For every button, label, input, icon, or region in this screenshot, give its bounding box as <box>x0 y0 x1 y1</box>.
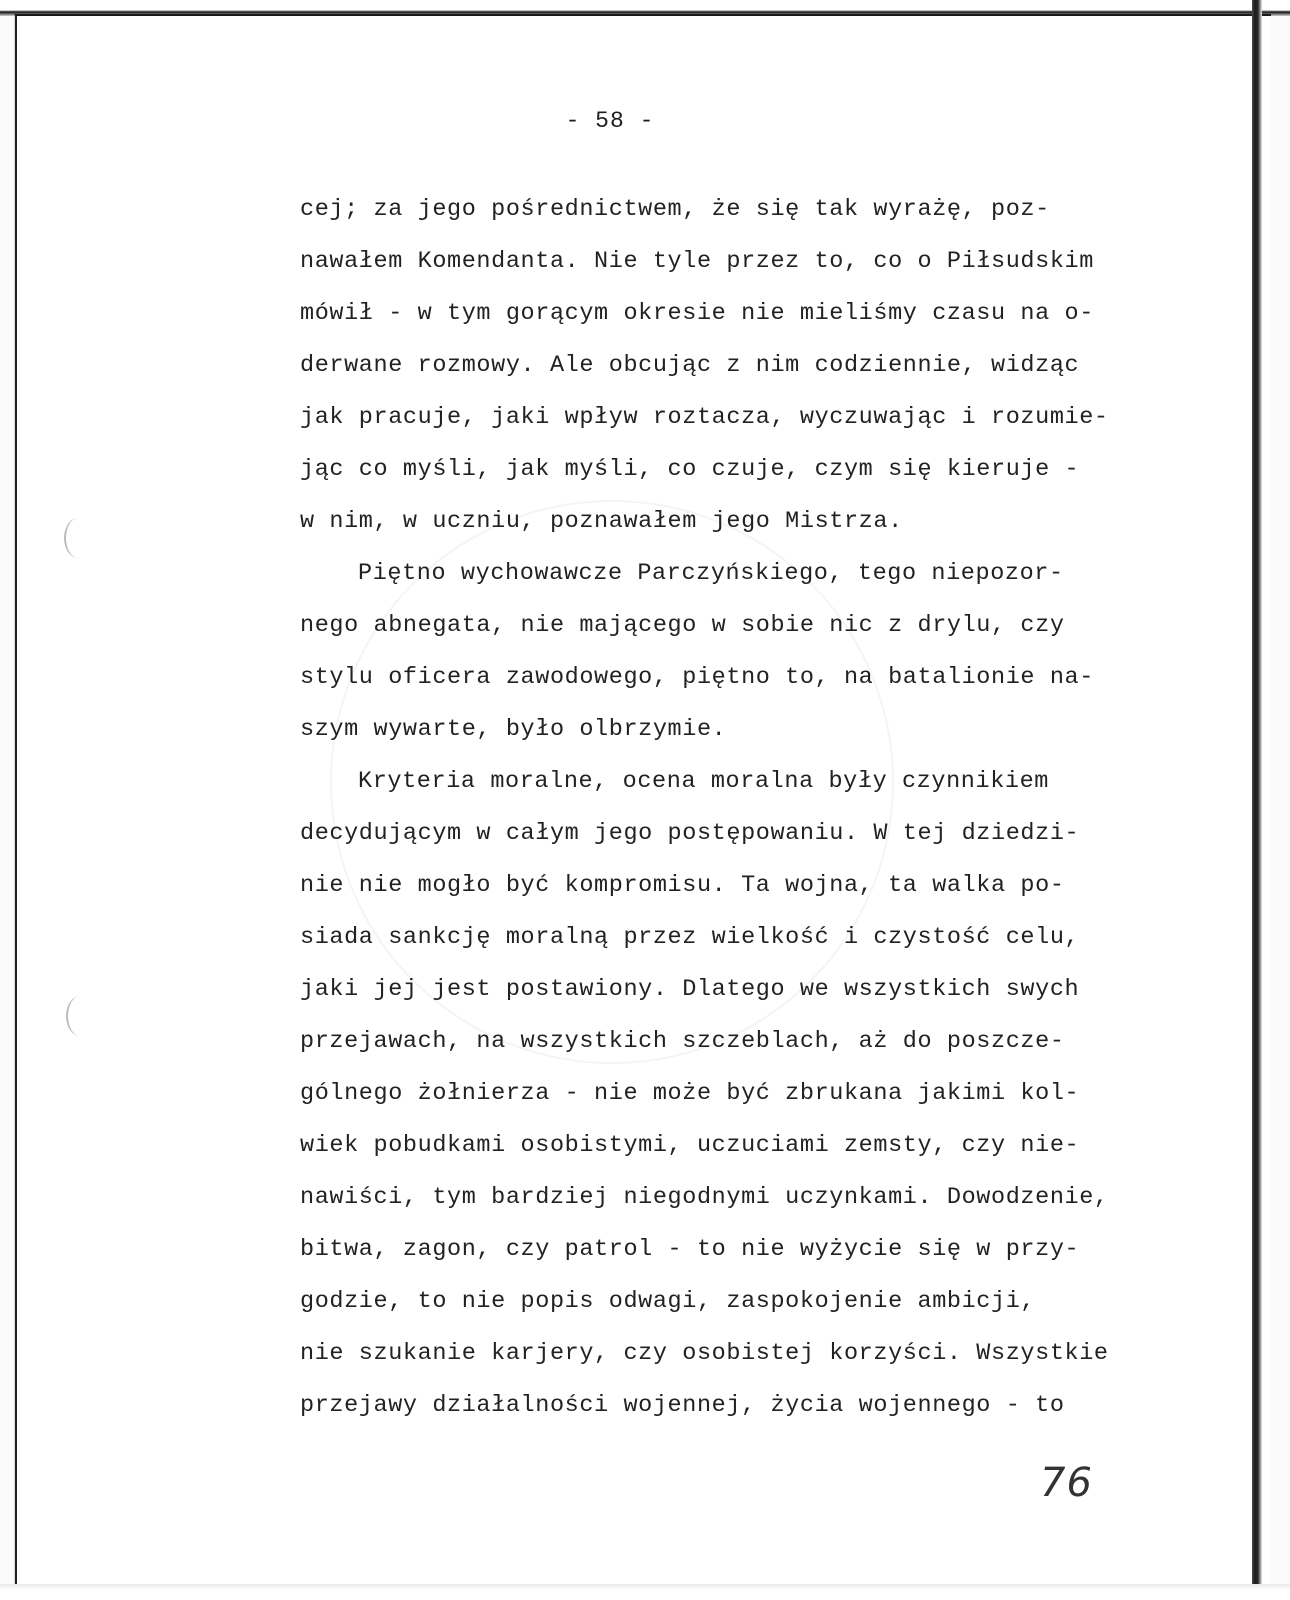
text-line: cej; za jego pośrednictwem, że się tak wyrażę, poz- <box>300 196 1050 223</box>
punch-hole-mark <box>66 996 94 1036</box>
typewritten-body <box>300 184 1200 1432</box>
text-line: derwane rozmowy. Ale obcując z nim codziennie, widząc <box>300 352 1080 379</box>
text-line: gólnego żołnierza - nie może być zbrukana jakimi kol- <box>300 1080 1080 1107</box>
paragraph-first-line: Piętno wychowawcze Parczyńskiego, tego niepozor- <box>358 560 1064 587</box>
text-line: stylu oficera zawodowego, piętno to, na batalionie na- <box>300 664 1094 691</box>
text-line: jąc co myśli, jak myśli, co czuje, czym się kieruje - <box>300 456 1080 483</box>
text-line: nego abnegata, nie mającego w sobie nic z drylu, czy <box>300 612 1065 639</box>
page-number: - 58 - <box>565 108 655 134</box>
text-line: nawałem Komendanta. Nie tyle przez to, co o Piłsudskim <box>300 248 1094 275</box>
text-line: siada sankcję moralną przez wielkość i czystość celu, <box>300 924 1080 951</box>
text-line: w nim, w uczniu, poznawałem jego Mistrza. <box>300 508 903 535</box>
text-line: przejawy działalności wojennej, życia wojennego - to <box>300 1392 1065 1419</box>
text-line: mówił - w tym gorącym okresie nie mieliśmy czasu na o- <box>300 300 1094 327</box>
punch-hole-mark <box>64 518 92 558</box>
text-line: jak pracuje, jaki wpływ roztacza, wyczuwając i rozumie- <box>300 404 1109 431</box>
text-line: szym wywarte, było olbrzymie. <box>300 716 727 743</box>
handwritten-archive-number: 76 <box>1040 1460 1093 1506</box>
paragraph-first-line: Kryteria moralne, ocena moralna były czynnikiem <box>358 768 1050 795</box>
text-line: nie nie mogło być kompromisu. Ta wojna, ta walka po- <box>300 872 1065 899</box>
text-line: decydującym w całym jego postępowaniu. W tej dziedzi- <box>300 820 1080 847</box>
text-line: przejawach, na wszystkich szczeblach, aż do poszcze- <box>300 1028 1065 1055</box>
text-line: nawiści, tym bardziej niegodnymi uczynkami. Dowodzenie, <box>300 1184 1109 1211</box>
text-line: godzie, to nie popis odwagi, zaspokojenie ambicji, <box>300 1288 1036 1315</box>
text-line: bitwa, zagon, czy patrol - to nie wyżycie się w przy- <box>300 1236 1080 1263</box>
text-line: nie szukanie karjery, czy osobistej korzyści. Wszystkie <box>300 1340 1109 1367</box>
text-line: jaki jej jest postawiony. Dlatego we wszystkich swych <box>300 976 1080 1003</box>
scan-right-edge <box>1252 0 1262 1600</box>
scan-bottom-edge <box>0 1584 1290 1600</box>
text-line: wiek pobudkami osobistymi, uczuciami zemsty, czy nie- <box>300 1132 1080 1159</box>
